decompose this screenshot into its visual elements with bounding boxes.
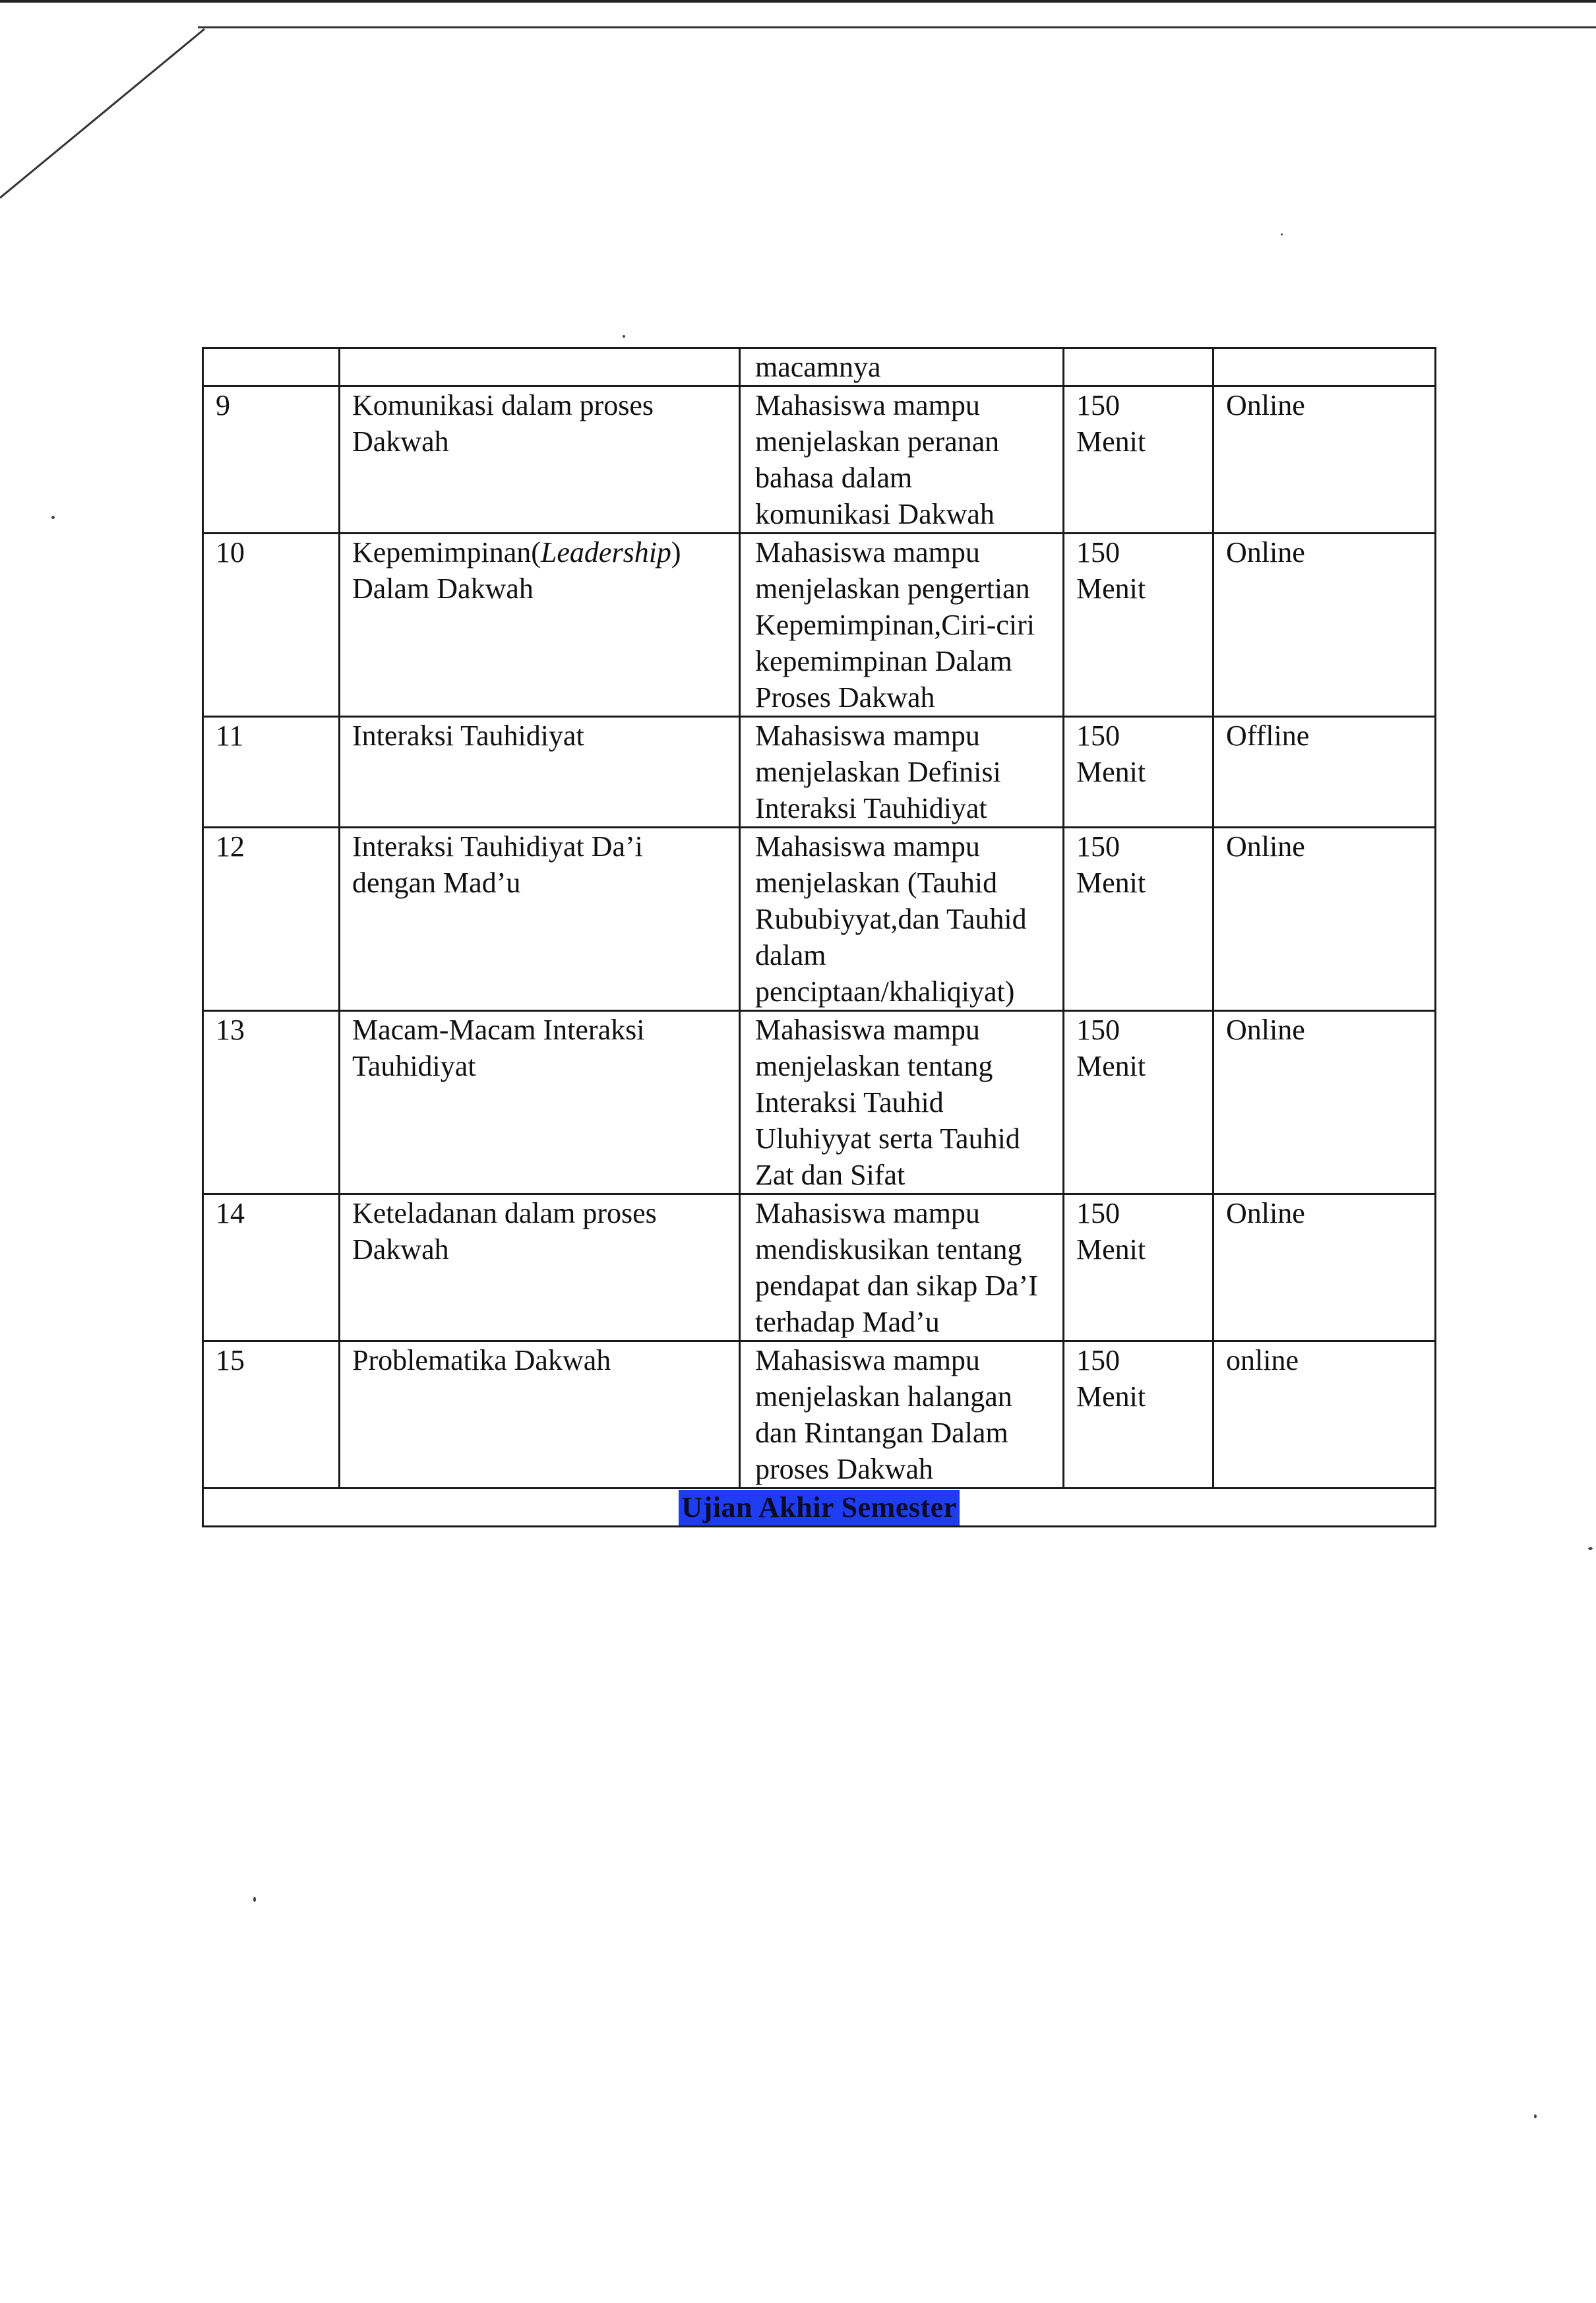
delivery-mode: Offline xyxy=(1213,717,1436,828)
topic xyxy=(340,348,740,386)
final-exam-label: Ujian Akhir Semester xyxy=(679,1490,959,1525)
table-row xyxy=(203,717,1436,828)
table-row xyxy=(203,386,1436,534)
meeting-number: 10 xyxy=(203,534,340,717)
scan-speck xyxy=(623,335,625,338)
meeting-number: 11 xyxy=(203,717,340,828)
duration-unit: Menit xyxy=(1076,1233,1146,1266)
delivery-mode: Online xyxy=(1213,386,1436,534)
duration-value: 150 xyxy=(1076,1014,1120,1046)
table-row-final-exam xyxy=(203,1489,1436,1527)
table-row xyxy=(203,1341,1436,1489)
duration xyxy=(1064,1194,1213,1341)
topic: Keteladanan dalam proses Dakwah xyxy=(340,1194,740,1341)
topic: Macam-Macam Interaksi Tauhidiyat xyxy=(340,1011,740,1194)
duration-unit: Menit xyxy=(1076,756,1146,788)
scan-top-line xyxy=(198,26,1596,28)
duration xyxy=(1064,1011,1213,1194)
learning-outcome: macamnya xyxy=(740,348,1064,386)
final-exam-cell xyxy=(203,1489,1436,1527)
meeting-number: 12 xyxy=(203,828,340,1011)
topic-suffix: ) Dalam Dakwah xyxy=(352,536,681,605)
delivery-mode: Online xyxy=(1213,534,1436,717)
table-row xyxy=(203,1011,1436,1194)
topic: Komunikasi dalam proses Dakwah xyxy=(340,386,740,534)
meeting-number: 13 xyxy=(203,1011,340,1194)
duration-value: 150 xyxy=(1076,720,1120,752)
duration xyxy=(1064,1341,1213,1489)
table-row xyxy=(203,1194,1436,1341)
meeting-number: 15 xyxy=(203,1341,340,1489)
topic xyxy=(340,534,740,717)
duration-value: 150 xyxy=(1076,536,1120,568)
delivery-mode: Online xyxy=(1213,1194,1436,1341)
duration xyxy=(1064,386,1213,534)
duration xyxy=(1064,534,1213,717)
table-row xyxy=(203,828,1436,1011)
delivery-mode: online xyxy=(1213,1341,1436,1489)
duration-unit: Menit xyxy=(1076,425,1146,458)
learning-outcome: Mahasiswa mampu menjelaskan (Tauhid Rububiyyat,dan Tauhid dalam penciptaan/khaliqiyat) xyxy=(740,828,1064,1011)
duration xyxy=(1064,348,1213,386)
learning-outcome: Mahasiswa mampu menjelaskan tentang Interaksi Tauhid Uluhiyyat serta Tauhid Zat dan Sifat xyxy=(740,1011,1064,1194)
scan-speck xyxy=(1534,2114,1537,2118)
table-row xyxy=(203,534,1436,717)
course-schedule-table xyxy=(202,347,1436,1527)
topic: Interaksi Tauhidiyat Da’i dengan Mad’u xyxy=(340,828,740,1011)
duration-value: 150 xyxy=(1076,1344,1120,1376)
duration-value: 150 xyxy=(1076,389,1120,421)
duration-unit: Menit xyxy=(1076,1050,1146,1082)
topic-prefix: Kepemimpinan( xyxy=(352,536,541,568)
topic: Interaksi Tauhidiyat xyxy=(340,717,740,828)
learning-outcome: Mahasiswa mampu menjelaskan peranan bahasa dalam komunikasi Dakwah xyxy=(740,386,1064,534)
delivery-mode: Online xyxy=(1213,828,1436,1011)
scan-speck xyxy=(253,1897,256,1902)
scan-speck xyxy=(1588,1547,1593,1550)
scan-speck xyxy=(51,516,55,519)
scan-top-edge xyxy=(0,0,1596,3)
topic: Problematika Dakwah xyxy=(340,1341,740,1489)
topic-italic: Leadership xyxy=(540,536,671,568)
delivery-mode xyxy=(1213,348,1436,386)
duration-unit: Menit xyxy=(1076,572,1146,605)
duration-value: 150 xyxy=(1076,830,1120,863)
learning-outcome: Mahasiswa mampu menjelaskan halangan dan Rintangan Dalam proses Dakwah xyxy=(740,1341,1064,1489)
meeting-number: 14 xyxy=(203,1194,340,1341)
scan-corner-line xyxy=(0,0,211,211)
duration xyxy=(1064,717,1213,828)
scan-speck xyxy=(1281,233,1283,235)
delivery-mode: Online xyxy=(1213,1011,1436,1194)
duration-unit: Menit xyxy=(1076,867,1146,899)
learning-outcome: Mahasiswa mampu menjelaskan pengertian Kepemimpinan,Ciri-ciri kepemimpinan Dalam Proses Dakwah xyxy=(740,534,1064,717)
duration-unit: Menit xyxy=(1076,1380,1146,1413)
duration xyxy=(1064,828,1213,1011)
table-row xyxy=(203,348,1436,386)
meeting-number: 9 xyxy=(203,386,340,534)
meeting-number xyxy=(203,348,340,386)
learning-outcome: Mahasiswa mampu mendiskusikan tentang pendapat dan sikap Da’I terhadap Mad’u xyxy=(740,1194,1064,1341)
duration-value: 150 xyxy=(1076,1197,1120,1229)
learning-outcome: Mahasiswa mampu menjelaskan Definisi Interaksi Tauhidiyat xyxy=(740,717,1064,828)
